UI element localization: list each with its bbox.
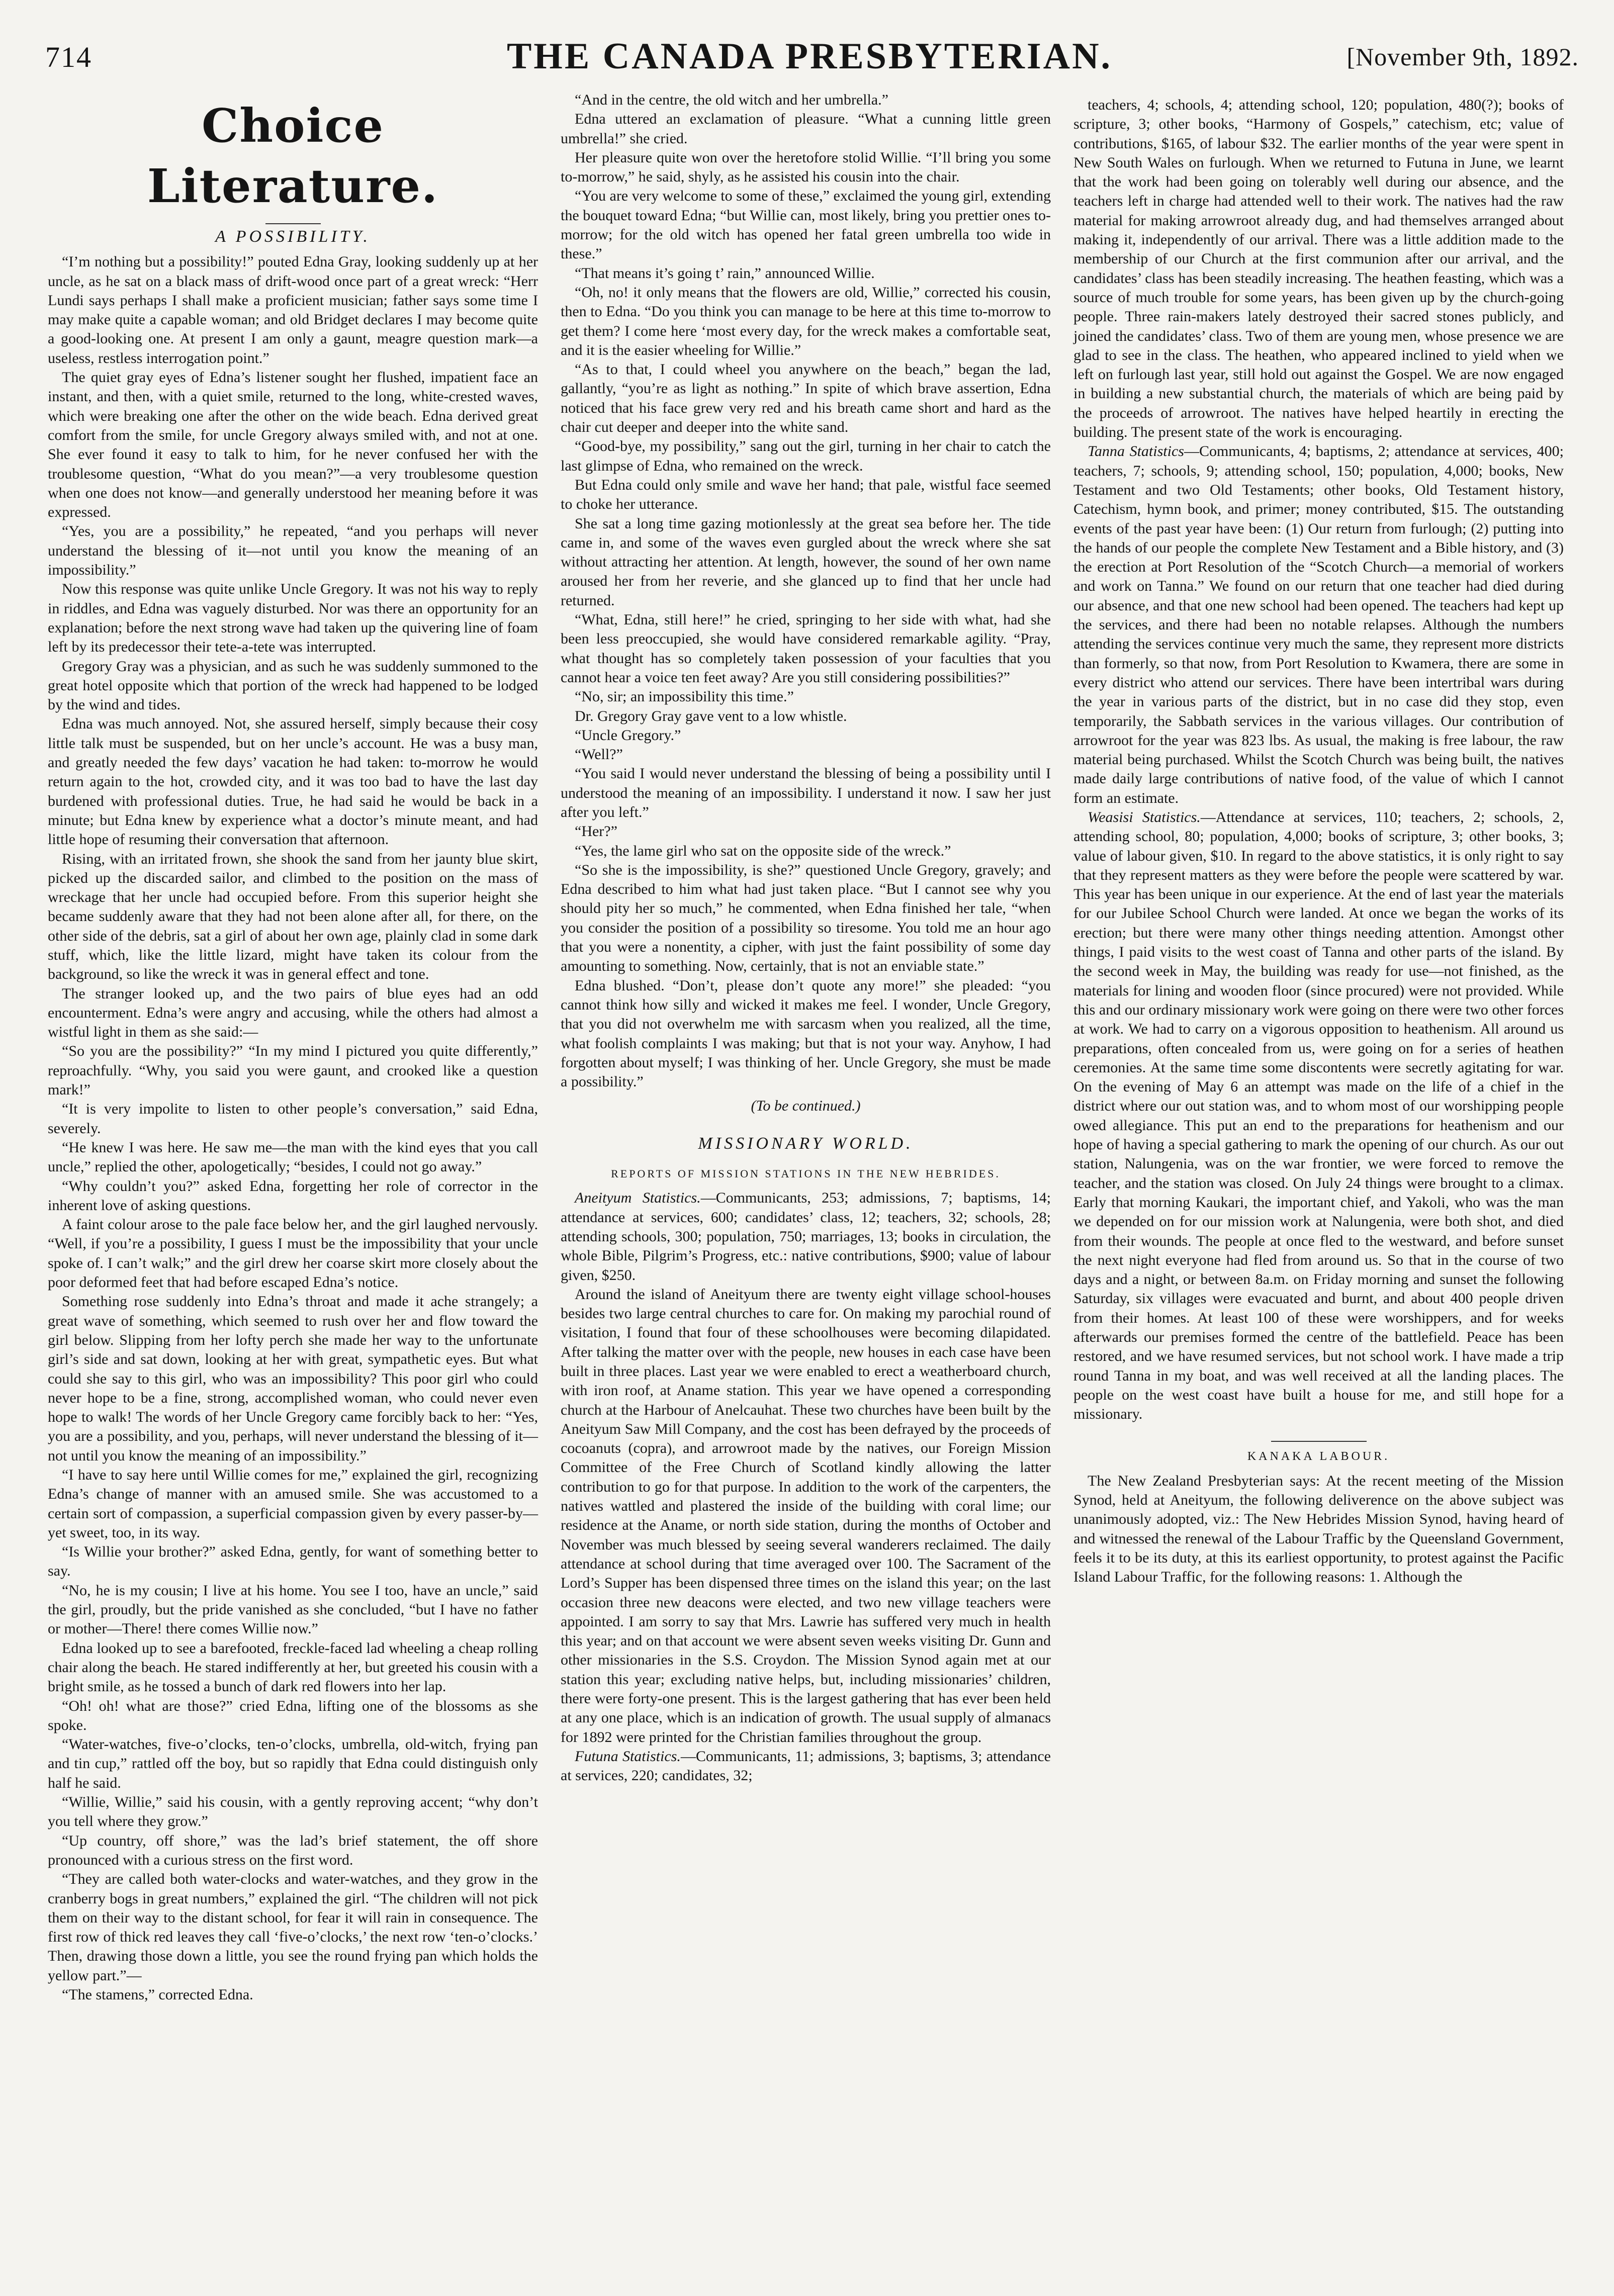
futuna-statistics [561,1747,1051,1786]
paragraph: A faint colour arose to the pale face below her, and the girl laughed nervously. “Well, if you’re a possibility, I guess I must be the impossibility that your uncle spoke of. I can’t walk;” and the girl drew her coarse skirt more closely about the poor deformed feet that had before escaped Edna’s notice. [48,1216,538,1291]
paragraph: “As to that, I could wheel you anywhere on the beach,” began the lad, gallantly, “you’re as light as nothing.” In spite of which brave assertion, Edna noticed that his face grew very red and his breath came short and hard as the chair cut deeper and deeper into the white sand. [561,361,1051,436]
column-3 [1073,96,1564,1587]
paragraph: “I’m nothing but a possibility!” pouted Edna Gray, looking suddenly up at her uncle, as he sat on a black mass of drift-wood once part of a great wreck: “Herr Lundi says perhaps I shall make a proficient musician; father says some time I may make quite a capable woman; and old Bridget declares I may become quite a good-looking one. At present I am only a gaunt, meagre question mark—a useless, restless interrogation point.” [48,253,538,366]
story-title: A POSSIBILITY. [215,227,371,246]
tanna-label: Tanna Statistics [1088,443,1184,460]
kanaka-heading: KANAKA LABOUR. [1247,1450,1390,1463]
futuna-text: —Communicants, 11; admissions, 3; baptisms, 3; attendance at services, 220; candidates, 32; [561,1748,1051,1784]
aneityum-text: —Communicants, 253; admissions, 7; baptisms, 14; attendance at services, 600; candidates’ class, 12; teachers, 32; schools, 28; attending schools, 300; population, 750; marriages, 13; books in circulation, the whole Bible, Pilgrim’s Progress, etc.: native contributions, $900; value of labour given, $250. [561,1189,1051,1283]
futuna-report [1073,96,1564,442]
paragraph: “So you are the possibility?” “In my mind I pictured you quite differently,” reproachfully. “Why, you said you were gaunt, and crooked like a question mark!” [48,1043,538,1098]
paragraph: “Good-bye, my possibility,” sang out the girl, turning in her chair to catch the last glimpse of Edna, who remained on the wreck. [561,438,1051,474]
paragraph: “Up country, off shore,” was the lad’s brief statement, the off shore pronounced with a curious stress on the first word. [48,1832,538,1868]
paragraph: Around the island of Aneityum there are twenty eight village school-houses besides two large central churches to care for. On making my parochial round of visitation, I found that four of these schoolhouses were becoming dilapidated. After talking the matter over with the people, new houses in each case have been built in three places. Last year we were enabled to erect a weatherboard church, with iron roof, at Aname station. This year we have opened a corresponding church at the Harbour of Anelcauhat. These two churches have been built by the Aneityum Saw Mill Company, and the cost has been defrayed by the proceeds of cocoanuts (copra), and arrowroot made by the natives, our Foreign Mission Committee of the Free Church of Scotland kindly allowing the latter contribution to go for that purpose. In addition to the work of the carpenters, the natives wattled and plastered the inside of the building with coral lime; our residence at the Aname, or north side station, during the months of October and November was much blessed by seeing several wanderers reclaimed. The daily attendance at school during that time averaged over 100. The Sacrament of the Lord’s Supper has been dispensed three times on the island this year; on the last occasion three new deacons were elected, and two new village teachers were appointed. I am sorry to say that Mrs. Lawrie has suffered very much in health this year; and on that account we were absent seven weeks visiting Dr. Gunn and other missionaries in the S.S. Croydon. The Mission Synod again met at our station this year; excluding native helps, but, including missionaries’ children, there were forty-one present. This is the largest gathering that has ever been held at any one place, which is an indication of growth. The usual supply of almanacs for 1892 were printed for the Christian families throughout the group. [561,1285,1051,1746]
paragraph: “No, sir; an impossibility this time.” [575,688,794,705]
paragraph: “He knew I was here. He saw me—the man with the kind eyes that you call uncle,” replied the other, apologetically; “besides, I could not go away.” [48,1139,538,1175]
paragraph: “You are very welcome to some of these,” exclaimed the young girl, extending the bouquet toward Edna; “but Willie can, most likely, bring you prettier ones to-morrow; for the old witch has opened her fatal green umbrella too wide in these.” [561,188,1051,262]
weasisi-statistics [1073,808,1564,1424]
story-body [48,252,538,2004]
weasisi-text: —Attendance at services, 110; teachers, 2; schools, 2, attending school, 80; population, 4,000; books of scripture, 3; other books, 3; value of labour given, $10. In regard to the above statistics, it is only right to say that they represent matters as they were before the people were scattered by war. This year has been unique in our experience. At the end of last year the materials for our Jubilee School Church were landed. At once we began the works of its erection; but there were many other things needing attention. Amongst other things, I paid visits to the west coast of Tanna and other parts of the island. By the second week in May, the building was ready for use—not finished, as the materials for lining and wooden floor (since procured) were not provided. While this and our ordinary missionary work were going on there were two other forces at work. We had to carry on a vigorous opposition to heathenism. All around us preparations, often concealed from us, were going on for a series of heathen ceremonies. At the same time some discontents were secretly agitating for war. On the evening of May 6 an attempt was made on the life of a chief in the district where our out station was, and to whom most of our worshipping people owed allegiance. This put an end to the preparations for heathenism and our hope of having a special gathering to mark the opening of our church. As our out station, Nalungenia, was on the war frontier, we were forced to remove the teacher, and the station was closed. On July 24 things were brought to a climax. Early that morning Kaukari, the important chief, and Yakoli, who was the man we depended on for our mission work at Nalungenia, were both shot, and died from their wounds. The people at once fled to the westward, and before sunset the next night everyone had fled from around us. So that in the course of two days and a night, or between 8a.m. on Friday morning and sunset the following Saturday, six villages were evacuated and burnt, and about 400 people driven from their homes. At least 100 of these were worshippers, and for weeks afterwards our premises formed the centre of the battlefield. Peace has been restored, and we have resumed services, but not school work. I have made a trip round Tanna in my boat, and was well received at all the landing places. The people on the west coast have built a house for me, and still hope for a missionary. [1073,808,1564,1423]
page-number: 714 [45,41,92,73]
mission-report [561,1285,1051,1747]
masthead [40,20,1579,75]
paragraph: The stranger looked up, and the two pairs of blue eyes had an odd encounterment. Edna’s were angry and accusing, while the others had almost a wistful light in them as she said:— [48,985,538,1041]
story-body-continued [561,90,1051,1091]
divider [265,223,321,224]
paragraph: “Willie, Willie,” said his cousin, with a gently reproving accent; “why don’t you tell where they grow.” [48,1794,538,1830]
paragraph: “Water-watches, five-o’clocks, ten-o’clocks, umbrella, old-witch, frying pan and tin cup,” rattled off the boy, but so rapidly that Edna could distinguish only half he said. [48,1736,538,1791]
paragraph: “Yes, you are a possibility,” he repeated, “and you perhaps will never understand the blessing of it—not until you know the meaning of an impossibility.” [48,523,538,579]
paragraph: “Is Willie your brother?” asked Edna, gently, for want of something better to say. [48,1543,538,1580]
paragraph: Something rose suddenly into Edna’s throat and made it ache strangely; a great wave of something, which seemed to rush over her and flow toward the girl below. Slipping from her lofty perch she made her way to the unfortunate girl’s side and sat down, looking at her with great, sympathetic eyes. But what could she say to this girl, who was an impossibility? This poor girl who could never hope to be a fine, strong, accomplished woman, who could never even hope to walk! The words of her Uncle Gregory came forcibly back to her: “Yes, you are a possibility, and you, perhaps, will never understand the blessing of it—not until you know the meaning of an impossibility.” [48,1293,538,1464]
tanna-text: —Communicants, 4; baptisms, 2; attendance at services, 400; teachers, 7; schools, 9; attending school, 150; population, 4,000; books, New Testament and two Old Testaments; other books, Old Testament history, Catechism, hymn book, and primer; money contributed, $15. The outstanding events of the past year have been: (1) Our return from furlough; (2) putting into the hands of our people the complete New Testament and a Bible history, and (3) the erection at Port Resolution of the “Scotch Church—a memorial of workers and work on Tanna.” We found on our return that one teacher had died during our absence, and that one new school had been opened. The teachers had kept up the services, and there had been no notable relapses. Although the numbers attending the services continue very much the same, they represent more districts than formerly, so that now, from Port Resolution to Kwamera, there are some in every district who attend our services. There have been intertribal wars during the year in various parts of the district, but in no case did they stop, even temporarily, the Sabbath services in the various villages. Our contribution of arrowroot for the year was 823 lbs. As usual, the making is free labour, the raw material being purchased. Whilst the Scotch Church was being built, the natives made daily large contributions of native food, of the value of which I cannot form an estimate. [1073,443,1564,806]
paragraph: But Edna could only smile and wave her hand; that pale, wistful face seemed to choke her utterance. [561,476,1051,513]
paragraph: Dr. Gregory Gray gave vent to a low whistle. [575,707,847,724]
reports-heading: REPORTS OF MISSION STATIONS IN THE NEW HEBRIDES. [611,1167,1001,1180]
paragraph: “Yes, the lame girl who sat on the opposite side of the wreck.” [575,842,951,859]
divider [1271,1441,1367,1442]
paragraph: teachers, 4; schools, 4; attending school, 120; population, 480(?); books of scripture, 3; other books, “Harmony of Gospels,” catechism, etc; value of contributions, $165, of labour $32. The earlier months of the year were spent in New South Wales on furlough. When we returned to Futuna in June, we learnt that the work had been going on tolerably well during our absence, and the teachers left in charge had attended well to their work. The natives had the raw material for making arrowroot already dug, and had themselves arranged about making it, independently of our arrival. There was a little addition made to the membership of our Church at the first communion after our arrival, and the candidates’ class has been steadily increasing. The heathen feasting, which was a source of much trouble for some years, has been given up by the church-going people. Three rain-makers lately destroyed their sacred stones publicly, and joined the candidates’ class. Two of them are young men, whose presence we are glad to see in the class. The heathen, who appeared inclined to yield when we left on furlough last year, still hold out against the Gospel. We are now engaged in building a new substantial church, the materials of which are being paid by the proceeds of arrowroot. The natives have helped heartily in erecting the building. The present state of the work is encouraging. [1073,97,1564,441]
paragraph: Gregory Gray was a physician, and as such he was suddenly summoned to the great hotel opposite which that portion of the wreck had happened to be lodged by the wind and tides. [48,658,538,713]
paragraph: Edna blushed. “Don’t, please don’t quote any more!” she pleaded: “you cannot think how silly and wicked it makes me feel. I wonder, Uncle Gregory, that you did not overwhelm me with sarcasm when you realized, all the time, what foolish complaints I was making; but that is not your way. Anyhow, I had forgotten about myself; I was thinking of her. Uncle Gregory, she must be made a possibility.” [561,977,1051,1090]
column-1 [48,90,538,2004]
paragraph: “Well?” [575,746,623,763]
tanna-statistics [1073,442,1564,808]
to-be-continued: (To be continued.) [751,1097,861,1115]
missionary-heading: MISSIONARY WORLD. [698,1134,914,1153]
paragraph: “No, he is my cousin; I live at his home. You see I too, have an uncle,” said the girl, proudly, but the pride vanished as she concluded, “but I have no father or mother—There! there comes Willie now.” [48,1582,538,1637]
paragraph: “I have to say here until Willie comes for me,” explained the girl, recognizing Edna’s change of manner with an amused smile. She was accustomed to a certain sort of compassion, a superficial compassion given by every passer-by—yet sweet, too, in its way. [48,1466,538,1541]
paragraph: “So she is the impossibility, is she?” questioned Uncle Gregory, gravely; and Edna described to him what had just taken place. “But I cannot see why you should pity her so much,” he commented, when Edna finished her tale, “when you consider the position of a possibility so tiresome. You told me an hour ago that you were a nonentity, a cipher, with just the faint possibility of some day amounting to something. Now, certainly, that is not an enviable state.” [561,861,1051,975]
aneityum-label: Aneityum Statistics. [575,1189,701,1207]
newspaper-title: THE CANADA PRESBYTERIAN. [506,36,1113,77]
section-heading: Choice Literature. [147,99,439,213]
paragraph: “Why couldn’t you?” asked Edna, forgetting her role of corrector in the inherent love of asking questions. [48,1177,538,1214]
kanaka-text: The New Zealand Presbyterian says: At the recent meeting of the Mission Synod, held at Aneityum, the following deliverence on the above subject was unanimously adopted, viz.: The New Hebrides Mission Synod, having heard of and witnessed the renewal of the Labour Traffic by the Queensland Government, feels it to be its duty, at this its earliest opportunity, to protest against the Pacific Island Labour Traffic, for the following reasons: 1. Although the [1073,1472,1564,1586]
paragraph: She sat a long time gazing motionlessly at the great sea before her. The tide came in, and some of the waves even gurgled about the wreck where she sat without attracting her attention. At length, however, the sound of her own name aroused her from her reverie, and she glanced up to find that her uncle had returned. [561,515,1051,609]
paragraph: “Her?” [575,823,617,840]
issue-date: [November 9th, 1892. [1347,43,1579,71]
futuna-label: Futuna Statistics. [575,1748,681,1765]
paragraph: “Oh, no! it only means that the flowers are old, Willie,” corrected his cousin, then to Edna. “Do you think you can manage to be here at this time to-morrow to get them? I come here ‘most every day, for the wreck makes a comfortable seat, and it is the easier wheeling for Willie.” [561,284,1051,358]
column-2 [561,90,1051,1786]
aneityum-statistics [561,1188,1051,1284]
paragraph: “It is very impolite to listen to other people’s conversation,” said Edna, severely. [48,1100,538,1137]
paragraph: “Oh! oh! what are those?” cried Edna, lifting one of the blossoms as she spoke. [48,1697,538,1733]
paragraph: Her pleasure quite won over the heretofore stolid Willie. “I’ll bring you some to-morrow,” he said, shyly, as he assisted his cousin into the chair. [561,149,1051,186]
paragraph: “What, Edna, still here!” he cried, springing to her side with what, had she been less preoccupied, she would have considered remarkable agility. “Pray, what thought has so completely taken possession of your faculties that you cannot hear a voice ten feet away? Are you still considering possibilities?” [561,611,1051,686]
paragraph: “That means it’s going t’ rain,” announced Willie. [575,264,875,282]
paragraph: Edna looked up to see a barefooted, freckle-faced lad wheeling a cheap rolling chair along the beach. He stared indifferently at her, but greeted his cousin with a bright smile, as he tossed a bunch of dark red flowers into her lap. [48,1639,538,1695]
paragraph: Edna uttered an exclamation of pleasure. “What a cunning little green umbrella!” she cried. [561,111,1051,147]
weasisi-label: Weasisi Statistics. [1088,808,1201,825]
paragraph: “The stamens,” corrected Edna. [62,1986,253,2003]
paragraph: Edna was much annoyed. Not, she assured herself, simply because their cosy little talk must be suspended, but on her uncle’s account. He was a busy man, and greatly needed the few days’ vacation he had taken: to-morrow he would return again to the hot, crowded city, and it was too bad to have the last day burdened with professional duties. True, he had said he would be back in a minute; but Edna knew by experience what a doctor’s minute meant, and had little hope of resuming their conversation that afternoon. [48,715,538,848]
paragraph: Now this response was quite unlike Uncle Gregory. It was not his way to reply in riddles, and Edna was vaguely disturbed. Nor was there an opportunity for an explanation; before the next strong wave had taken up the quivering line of foam left by its predecessor their tete-a-tete was interrupted. [48,581,538,656]
paragraph: “They are called both water-clocks and water-watches, and they grow in the cranberry bogs in great numbers,” explained the girl. “The children will not pick them on their way to the distant school, for fear it will rain in consequence. The first row of thick red leaves they call ‘five-o’clocks,’ the next row ‘ten-o’clocks.’ Then, drawing those down a little, you see the round frying pan which holds the yellow part.”— [48,1871,538,1984]
paragraph: Rising, with an irritated frown, she shook the sand from her jaunty blue skirt, picked up the discarded sailor, and climbed to the position on the mass of wreckage that her uncle had occupied before. From this superior height she became suddenly aware that they had not been alone after all, for there, on the other side of the debris, sat a girl of about her own age, plainly clad in some dark stuff, which, like the little lizard, might have taken its colour from the background, so like the wreck it was in general effect and tone. [48,850,538,983]
paragraph: The quiet gray eyes of Edna’s listener sought her flushed, impatient face an instant, and then, with a quiet smile, returned to the long, white-crested waves, which were breaking one after the other on the wide beach. Edna derived great comfort from the smile, for uncle Gregory always smiled with, and not at one. She ever found it easy to talk to him, for he never confused her with the troublesome question, “What do you mean?”—a very troublesome question when one does not know—and generally understood her meaning before it was expressed. [48,369,538,521]
paragraph: “And in the centre, the old witch and her umbrella.” [575,91,888,108]
paragraph: “You said I would never understand the blessing of being a possibility until I understood the meaning of an impossibility. I understand it now. I saw her just after you left.” [561,765,1051,820]
paragraph: “Uncle Gregory.” [575,726,681,744]
